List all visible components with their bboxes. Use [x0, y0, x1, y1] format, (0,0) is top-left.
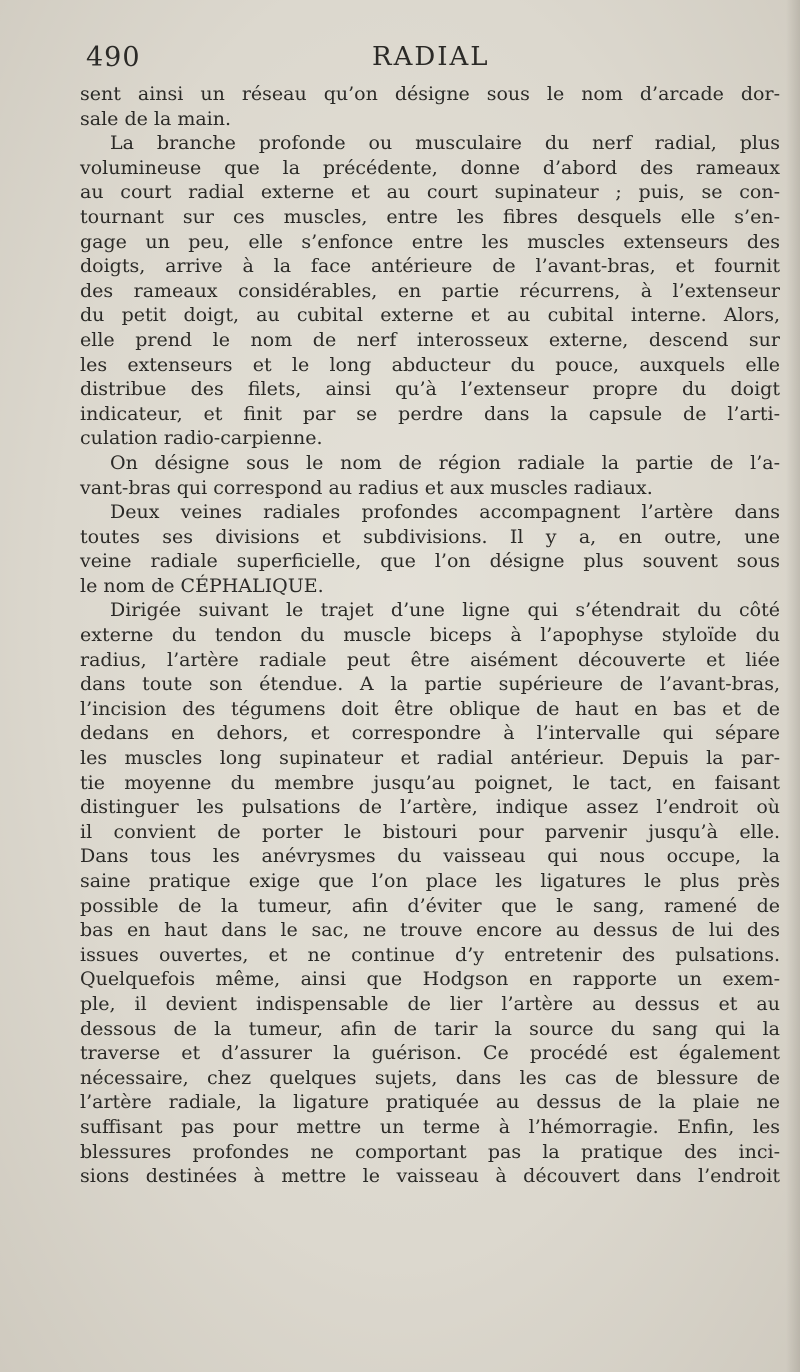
text-line: volumineuse que la précédente, donne d’abord des rameaux [80, 156, 780, 179]
text-line: gage un peu, elle s’enfonce entre les muscles extenseurs des [80, 230, 780, 253]
text-line: tournant sur ces muscles, entre les fibres desquels elle s’en- [80, 205, 780, 228]
text-line: radius, l’artère radiale peut être aisément découverte et liée [80, 648, 780, 671]
text-line: saine pratique exige que l’on place les ligatures le plus près [80, 870, 780, 892]
text-line: toutes ses divisions et subdivisions. Il y a, en outre, une [80, 525, 780, 548]
text-line: externe du tendon du muscle biceps à l’apophyse styloïde du [80, 624, 780, 647]
text-line: tie moyenne du membre jusqu’au poignet, le tact, en faisant [80, 771, 780, 794]
text-line: ple, il devient indispensable de lier l’artère au dessus et au [80, 992, 780, 1015]
text-line: des rameaux considérables, en partie récurrens, à l’extenseur [80, 279, 780, 302]
text-line: bas en haut dans le sac, ne trouve encore au dessus de lui des [80, 919, 780, 942]
text-line: l’artère radiale, la ligature pratiquée au dessus de la plaie ne [80, 1091, 780, 1114]
page-header [60, 42, 760, 82]
text-line: l’incision des tégumens doit être oblique de haut en bas et de [80, 697, 780, 720]
text-line: il convient de porter le bistouri pour parvenir jusqu’à elle. [80, 820, 780, 843]
body-text [80, 82, 780, 1189]
text-line: distribue des filets, ainsi qu’à l’extenseur propre du doigt [80, 378, 780, 401]
text-line: les extenseurs et le long abducteur du pouce, auxquels elle [80, 353, 780, 376]
text-line: dedans en dehors, et correspondre à l’intervalle qui sépare [80, 722, 780, 745]
text-line: dans toute son étendue. A la partie supérieure de l’avant-bras, [80, 673, 780, 696]
text-line: indicateur, et finit par se perdre dans la capsule de l’arti- [80, 402, 780, 425]
text-line: La branche profonde ou musculaire du nerf radial, plus [110, 132, 780, 155]
text-line: le nom de CÉPHALIQUE. [80, 574, 324, 597]
text-line: culation radio-carpienne. [80, 427, 323, 450]
text-line: Dirigée suivant le trajet d’une ligne qui s’étendrait du côté [110, 599, 780, 622]
running-title: RADIAL [372, 42, 490, 72]
text-line: possible de la tumeur, afin d’éviter que le sang, ramené de [80, 894, 780, 917]
text-line: blessures profondes ne comportant pas la pratique des inci- [80, 1140, 780, 1163]
page-edge-shadow [786, 0, 800, 1372]
text-line: sale de la main. [80, 107, 232, 130]
text-line: vant-bras qui correspond au radius et aux muscles radiaux. [80, 476, 653, 499]
text-line: Quelquefois même, ainsi que Hodgson en rapporte un exem- [80, 968, 780, 991]
text-line: dessous de la tumeur, afin de tarir la source du sang qui la [80, 1017, 780, 1040]
text-line: au court radial externe et au court supinateur ; puis, se con- [80, 181, 780, 204]
page-number: 490 [86, 42, 141, 73]
text-line: issues ouvertes, et ne continue d’y entretenir des pulsations. [80, 943, 780, 966]
text-line: sent ainsi un réseau qu’on désigne sous le nom d’arcade dor- [80, 83, 780, 105]
text-line: Deux veines radiales profondes accompagnent l’artère dans [110, 501, 780, 524]
text-line: sions destinées à mettre le vaisseau à découvert dans l’endroit [80, 1165, 780, 1188]
text-line: On désigne sous le nom de région radiale la partie de l’a- [110, 451, 780, 474]
text-line: doigts, arrive à la face antérieure de l’avant-bras, et fournit [80, 255, 780, 278]
text-line: veine radiale superficielle, que l’on désigne plus souvent sous [80, 550, 780, 573]
text-line: du petit doigt, au cubital externe et au cubital interne. Alors, [80, 304, 780, 327]
text-line: suffisant pas pour mettre un terme à l’hémorragie. Enfin, les [80, 1115, 780, 1138]
text-line: traverse et d’assurer la guérison. Ce procédé est également [80, 1042, 780, 1065]
text-line: distinguer les pulsations de l’artère, indique assez l’endroit où [80, 796, 780, 819]
text-line: elle prend le nom de nerf interosseux externe, descend sur [80, 328, 780, 351]
text-line: Dans tous les anévrysmes du vaisseau qui nous occupe, la [80, 845, 780, 868]
text-line: nécessaire, chez quelques sujets, dans les cas de blessure de [80, 1066, 780, 1089]
text-line: les muscles long supinateur et radial antérieur. Depuis la par- [80, 747, 780, 770]
